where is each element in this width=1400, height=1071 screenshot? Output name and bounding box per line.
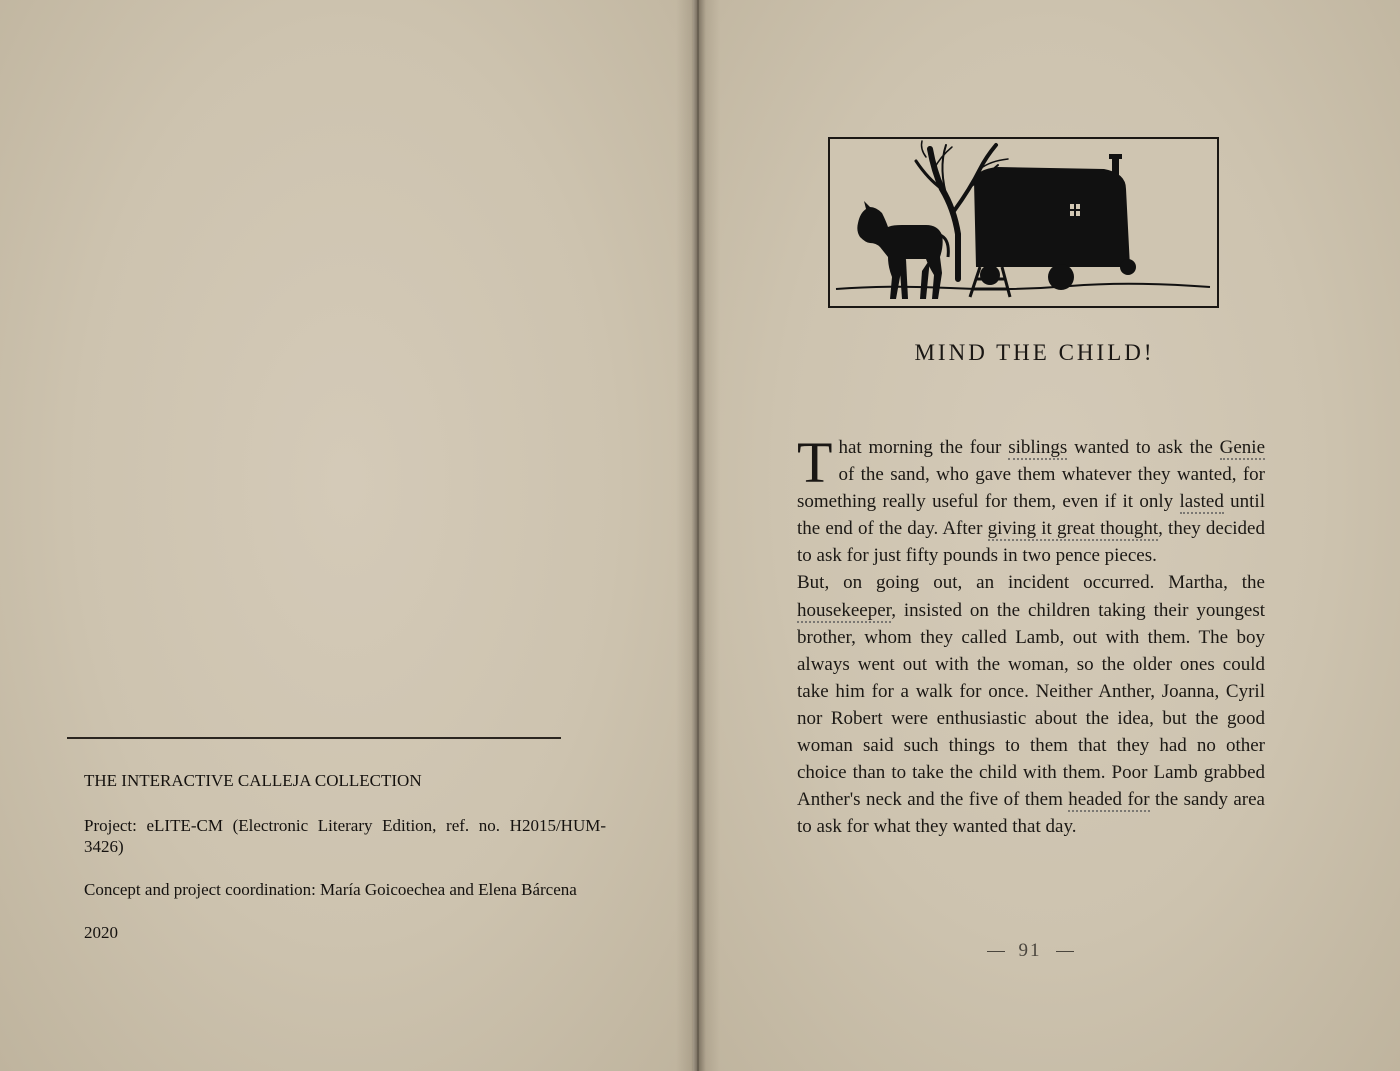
dash-left	[987, 951, 1005, 952]
glossary-term[interactable]: siblings	[1008, 437, 1068, 458]
horse-caravan-silhouette-icon	[830, 139, 1217, 306]
paragraph-2	[797, 569, 1265, 840]
coordination-line: Concept and project coordination: María Goicoechea and Elena Bárcena	[84, 880, 577, 899]
text-run: , insisted on the children taking their youngest brother, whom they called Lamb, out with them. The boy always went out with the woman, so the older ones could take him for a walk for once. Neither Anther, Joanna, Cyril nor Robert were enthusiastic about the idea, but the good woman said such things to them that they had no other choice than to take the child with them. Poor Lamb grabbed Anther's neck and the five of them	[797, 599, 1265, 811]
left-page	[0, 0, 693, 1071]
text-run: , they decided to ask for just fifty pounds in two pence pieces.	[797, 518, 1265, 567]
page-number-value: 91	[1018, 940, 1042, 961]
text-run: hat morning the four	[838, 437, 1009, 458]
glossary-term[interactable]: lasted	[1179, 491, 1224, 513]
glossary-term[interactable]: headed for	[1068, 789, 1150, 811]
colophon	[84, 770, 606, 943]
text-run: the sandy area to ask for what they wanted that day.	[797, 789, 1265, 838]
text-run: until the end of the day. After	[797, 491, 1265, 540]
divider-rule	[67, 737, 561, 739]
chapter-title: MIND THE CHILD!	[914, 340, 1155, 365]
drop-cap: T	[797, 430, 833, 495]
project-line: Project: eLITE-CM (Electronic Literary Edition, ref. no. H2015/HUM-3426)	[84, 816, 606, 856]
text-run: But, on going out, an incident occurred. Martha, the	[797, 572, 1265, 594]
collection-title: THE INTERACTIVE CALLEJA COLLECTION	[84, 771, 422, 790]
text-run: wanted to ask the	[1067, 437, 1220, 458]
text-run: of the sand, who gave them whatever they wanted, for something really useful for them, even if it only	[797, 464, 1265, 513]
caravan-illustration	[828, 137, 1219, 308]
story-text	[797, 430, 1266, 840]
publication-year: 2020	[84, 923, 118, 942]
book-gutter	[676, 0, 720, 1071]
dash-right	[1056, 951, 1074, 952]
glossary-term[interactable]: Genie	[1219, 437, 1266, 458]
paragraph-1	[797, 430, 1266, 569]
page-number	[970, 940, 1090, 962]
glossary-term[interactable]: housekeeper	[797, 599, 892, 621]
glossary-term[interactable]: giving it great thought	[987, 518, 1159, 540]
